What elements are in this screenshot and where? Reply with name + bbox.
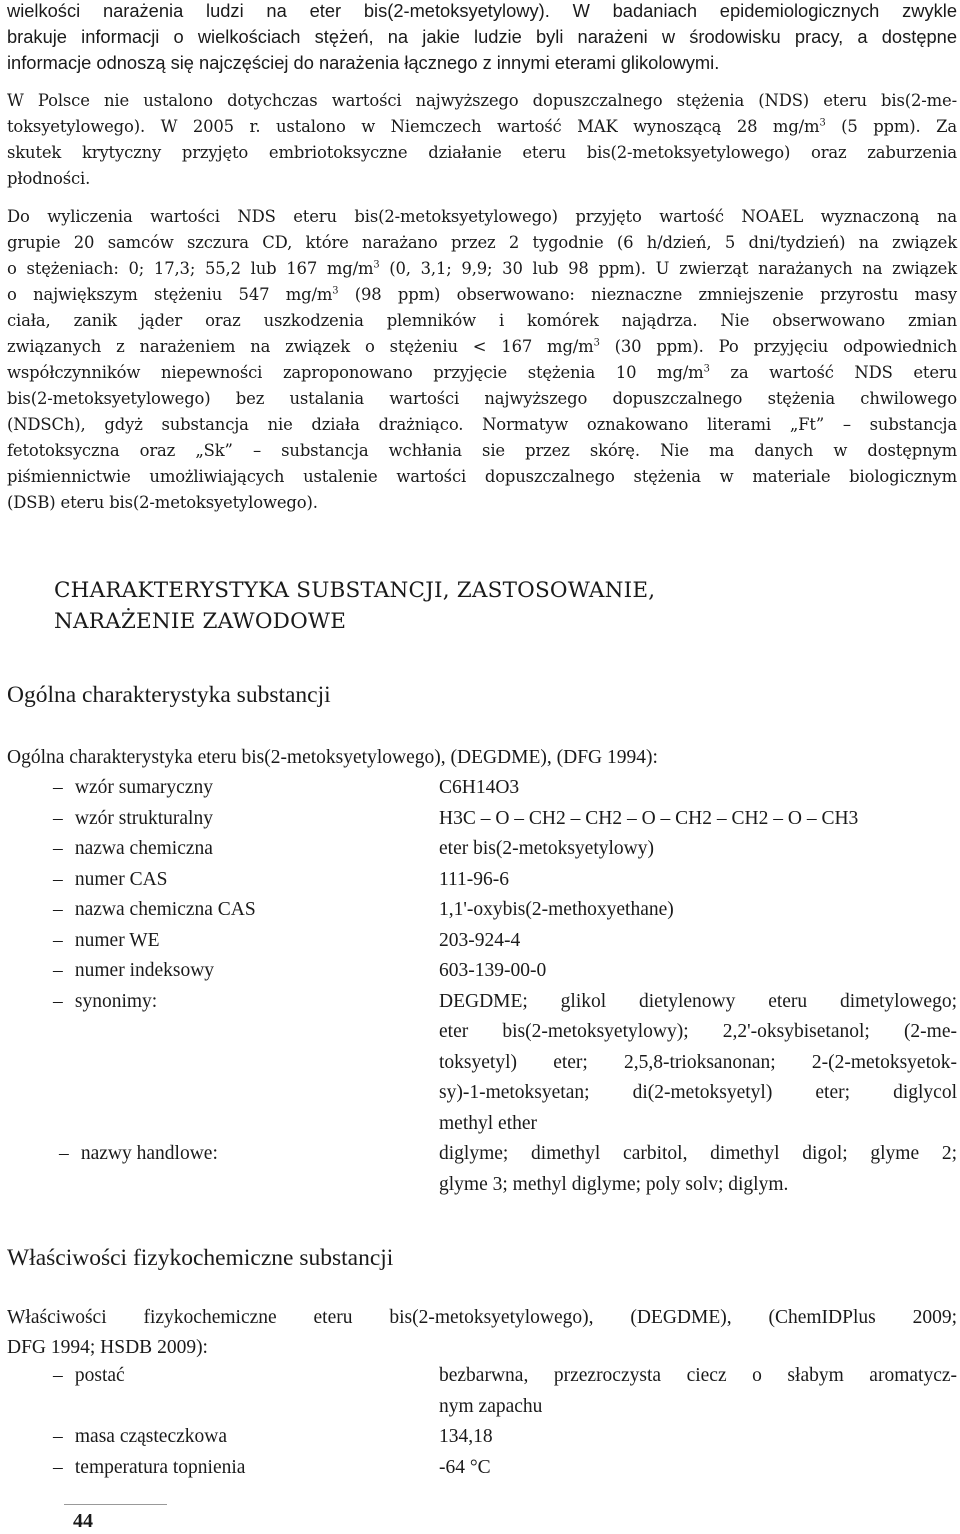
property-row xyxy=(7,834,957,865)
property-row xyxy=(7,956,957,987)
property-row xyxy=(7,804,957,835)
property-label-text: nazwa chemiczna CAS xyxy=(74,899,256,920)
property-value: glyme 3; methyl diglyme; poly solv; diglym. xyxy=(439,1173,789,1195)
superscript: 3 xyxy=(332,285,339,297)
property-row xyxy=(7,1170,957,1201)
text-line: płodności. xyxy=(7,169,91,188)
paragraph-nds-poland xyxy=(7,88,957,192)
property-value: H3C – O – CH2 – CH2 – O – CH2 – CH2 – O – CH3 xyxy=(439,807,859,829)
property-label xyxy=(7,1422,439,1453)
text-line: DFG 1994; HSDB 2009): xyxy=(7,1337,208,1358)
property-label-text: temperatura topnienia xyxy=(74,1456,246,1478)
property-label-text: wzór strukturalny xyxy=(74,807,213,829)
physchem-intro xyxy=(7,1303,957,1363)
dash-bullet: – xyxy=(53,990,63,1012)
property-value: 1,1'-oxybis(2-methoxyethane) xyxy=(439,899,674,920)
property-row xyxy=(7,1078,957,1109)
property-label-text: synonimy: xyxy=(74,990,158,1012)
property-row xyxy=(7,773,957,804)
property-value: 203-924-4 xyxy=(439,929,521,951)
text-segment: (30 ppm). Po przyjęciu odpowiednich xyxy=(599,337,957,356)
property-label xyxy=(7,926,439,957)
text-line xyxy=(7,114,957,140)
property-value: diglyme; dimethyl carbitol, dimethyl digol; glyme 2; xyxy=(439,1143,957,1164)
dash-bullet: – xyxy=(53,899,63,920)
property-label xyxy=(7,1170,439,1201)
general-intro: Ogólna charakterystyka eteru bis(2-metoksyetylowego), (DEGDME), (DFG 1994): xyxy=(7,747,658,768)
dash-bullet: – xyxy=(53,929,63,951)
property-row xyxy=(7,1139,957,1170)
text-line: Właściwości fizykochemiczne eteru bis(2-metoksyetylowego), (DEGDME), (ChemIDPlus 2009; xyxy=(7,1307,957,1328)
property-row xyxy=(7,1361,957,1392)
property-row xyxy=(7,865,957,896)
text-line: fetotoksyczna oraz „Sk” – substancja wchłania sie przez skórę. Nie ma danych w dostępnym xyxy=(7,441,957,460)
property-value: eter bis(2-metoksyetylowy) xyxy=(439,838,654,859)
property-label xyxy=(7,956,439,987)
property-value: nym zapachu xyxy=(439,1395,543,1417)
property-value: bezbarwna, przezroczysta ciecz o słabym aromatycz- xyxy=(439,1365,957,1386)
text-line xyxy=(7,256,957,282)
property-row xyxy=(7,895,957,926)
property-label-text: masa cząsteczkowa xyxy=(74,1426,227,1447)
text-segment: o największym stężeniu 547 mg/m xyxy=(7,285,333,304)
property-label xyxy=(7,804,439,835)
property-label xyxy=(7,1017,439,1048)
footer-divider xyxy=(64,1504,167,1505)
property-label xyxy=(7,1453,439,1484)
dash-bullet: – xyxy=(53,1365,63,1386)
text-line: (DSB) eteru bis(2-metoksyetylowego). xyxy=(7,493,318,512)
property-label xyxy=(7,987,439,1018)
paragraph-nds-derivation xyxy=(7,204,957,516)
property-row xyxy=(7,1048,957,1079)
physchem-properties-list xyxy=(7,1361,957,1483)
text-line: wielkości narażenia ludzi na eter bis(2-metoksyetylowy). W badaniach epidemiologicznych zwykle xyxy=(7,0,957,21)
text-line: grupie 20 samców szczura CD, które narażano przez 2 tygodnie (6 h/dzień, 5 dni/tydzień) na związek xyxy=(7,233,957,252)
section-heading xyxy=(54,575,655,637)
property-label-text: numer WE xyxy=(74,929,160,951)
property-label xyxy=(7,1139,439,1170)
general-properties-list xyxy=(7,773,957,1200)
property-label-text: nazwy handlowe: xyxy=(80,1143,218,1164)
property-row xyxy=(7,1392,957,1423)
text-line: W Polsce nie ustalono dotychczas wartości najwyższego dopuszczalnego stężenia (NDS) eteru bis(2-me- xyxy=(7,91,957,110)
property-row xyxy=(7,1109,957,1140)
text-segment: o stężeniach: 0; 17,3; 55,2 lub 167 mg/m xyxy=(7,259,374,278)
section-heading-line: NARAŻENIE ZAWODOWE xyxy=(54,609,347,634)
text-line: ciała, zanik jąder oraz uszkodzenia plemników i komórek najądrza. Nie obserwowano zmian xyxy=(7,311,957,330)
text-segment: toksyetylowego). W 2005 r. ustalono w Niemczech wartość MAK wynoszącą 28 mg/m xyxy=(7,117,820,136)
text-line: (NDSCh), gdyż substancja nie działa drażniąco. Normatyw oznakowano literami „Ft” – substancja xyxy=(7,415,957,434)
property-label-text: numer indeksowy xyxy=(74,960,215,981)
property-label-text: postać xyxy=(74,1365,125,1386)
property-label xyxy=(7,834,439,865)
superscript: 3 xyxy=(703,363,710,375)
superscript: 3 xyxy=(593,337,600,349)
paragraph-intro xyxy=(7,0,957,76)
property-label xyxy=(7,1078,439,1109)
dash-bullet: – xyxy=(59,1143,69,1164)
superscript: 3 xyxy=(373,259,380,271)
subsection-heading-physchem: Właściwości fizykochemiczne substancji xyxy=(7,1245,394,1271)
property-row xyxy=(7,1453,957,1484)
text-segment: (98 ppm) obserwowano: nieznaczne zmniejszenie przyrostu masy xyxy=(338,285,957,304)
subsection-heading-general: Ogólna charakterystyka substancji xyxy=(7,682,331,708)
text-segment: za wartość NDS eteru xyxy=(709,363,957,382)
text-line: informacje odnoszą się najczęściej do narażenia łącznego z innymi eterami glikolowymi. xyxy=(7,52,720,73)
property-label xyxy=(7,895,439,926)
property-label-text: wzór sumaryczny xyxy=(74,777,213,798)
text-line xyxy=(7,282,957,308)
dash-bullet: – xyxy=(53,1426,63,1447)
property-row xyxy=(7,926,957,957)
property-value: C6H14O3 xyxy=(439,777,520,798)
text-segment: związanych z narażeniem na związek o stężeniu < 167 mg/m xyxy=(7,337,594,356)
dash-bullet: – xyxy=(53,1456,63,1478)
dash-bullet: – xyxy=(53,807,63,829)
property-value: eter bis(2-metoksyetylowy); 2,2'-oksybisetanol; (2-me- xyxy=(439,1021,957,1042)
text-line: bis(2-metoksyetylowego) bez ustalania wartości najwyższego dopuszczalnego stężenia chwilowego xyxy=(7,389,957,408)
dash-bullet: – xyxy=(53,960,63,981)
dash-bullet: – xyxy=(53,777,63,798)
text-segment: współczynników niepewności zaproponowano przyjęcie stężenia 10 mg/m xyxy=(7,363,704,382)
property-label xyxy=(7,1109,439,1140)
property-value: toksyetyl) eter; 2,5,8-trioksanonan; 2-(2-metoksyetok- xyxy=(439,1051,957,1073)
page-number: 44 xyxy=(73,1510,93,1532)
text-segment: (5 ppm). Za xyxy=(825,117,957,136)
property-label xyxy=(7,773,439,804)
property-value: 603-139-00-0 xyxy=(439,960,547,981)
property-label xyxy=(7,1361,439,1392)
property-value: 111-96-6 xyxy=(439,868,510,890)
section-heading-line: CHARAKTERYSTYKA SUBSTANCJI, ZASTOSOWANIE, xyxy=(54,578,656,603)
property-row xyxy=(7,1422,957,1453)
text-line: Do wyliczenia wartości NDS eteru bis(2-metoksyetylowego) przyjęto wartość NOAEL wyznaczoną na xyxy=(7,207,957,226)
text-line: brakuje informacji o wielkościach stężeń, na jakie ludzie byli narażeni w środowisku pracy, a dostępne xyxy=(7,26,957,47)
text-line xyxy=(7,334,957,360)
text-segment: (0, 3,1; 9,9; 30 lub 98 ppm). U zwierząt narażanych na związek xyxy=(379,259,957,278)
dash-bullet: – xyxy=(53,838,63,859)
property-label xyxy=(7,1392,439,1423)
dash-bullet: – xyxy=(53,868,63,890)
property-value: methyl ether xyxy=(439,1112,538,1134)
property-row xyxy=(7,1017,957,1048)
property-value: -64 °C xyxy=(439,1456,491,1478)
text-line: skutek krytyczny przyjęto embriotoksyczne działanie eteru bis(2-metoksyetylowego) oraz zaburzenia xyxy=(7,143,957,162)
property-row xyxy=(7,987,957,1018)
property-value: 134,18 xyxy=(439,1426,493,1447)
text-line xyxy=(7,360,957,386)
superscript: 3 xyxy=(819,117,826,129)
property-label xyxy=(7,1048,439,1079)
property-label xyxy=(7,865,439,896)
property-value: sy)-1-metoksyetan; di(2-metoksyetyl) eter; diglycol xyxy=(439,1082,957,1103)
property-label-text: numer CAS xyxy=(74,868,168,890)
text-line: piśmiennictwie umożliwiających ustalenie wartości dopuszczalnego stężenia w materiale biologicznym xyxy=(7,467,957,486)
property-label-text: nazwa chemiczna xyxy=(74,838,213,859)
property-value: DEGDME; glikol dietylenowy eteru dimetylowego; xyxy=(439,990,957,1012)
